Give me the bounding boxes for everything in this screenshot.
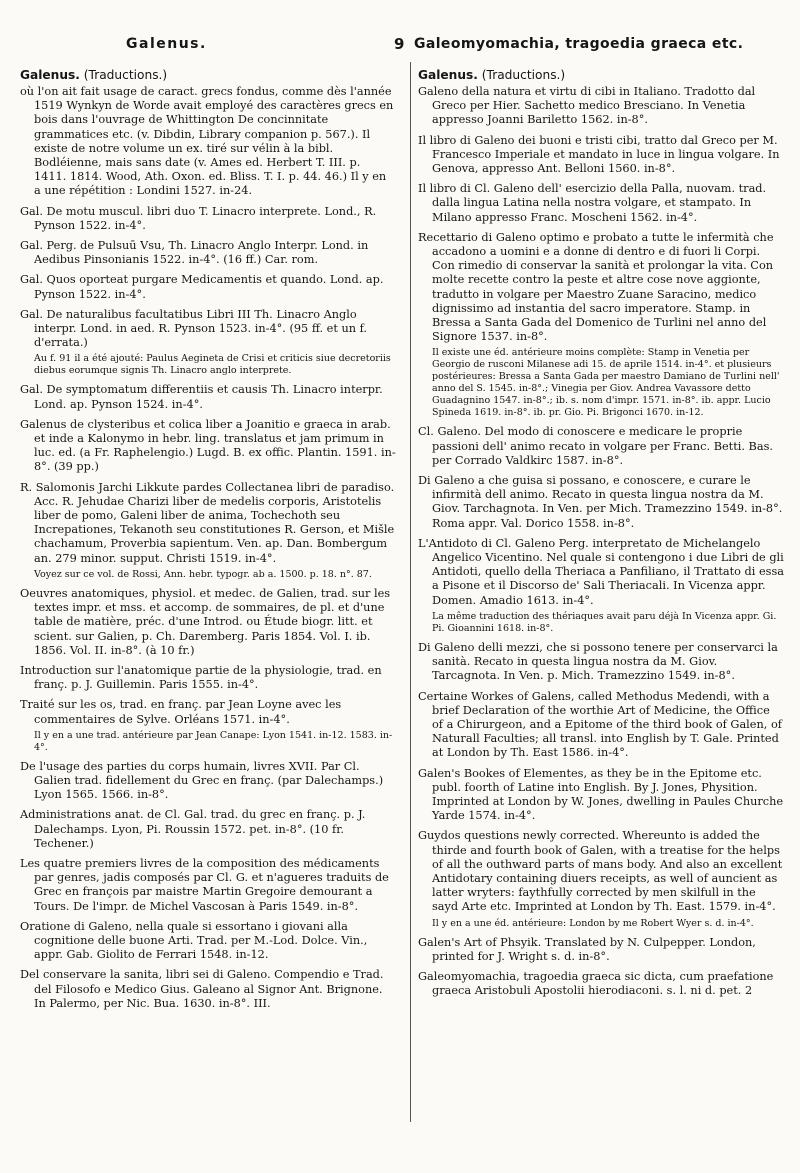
right-column-heading	[418, 68, 784, 83]
page-number: 9	[394, 35, 405, 53]
bibliography-entry: Del conservare la sanita, libri sei di Galeno. Compendio e Trad. del Filosofo e Medico Gius. Galeano al Signor Ant. Brignone. In Palermo, per Nic. Bua. 1630. in-8°. III.	[20, 968, 384, 1010]
note-paragraph: Voyez sur ce vol. de Rossi, Ann. hebr. typogr. ab a. 1500. p. 18. n°. 87.	[34, 568, 372, 580]
bibliography-entry: Di Galeno delli mezzi, che si possono tenere per conservarci la sanità. Recato in questa lingua nostra da M. Giov. Tarcagnota. In Ven. p. Mich. Tramezzino 1549. in-8°.	[418, 640, 778, 683]
bibliography-entry: R. Salomonis Jarchi Likkute pardes Collectanea libri de paradiso. Acc. R. Jehudae Charizi liber de medelis corporis, Aristotelis liber de pomo, Galeni liber de anima, Tochechoth seu Increpationes, Tekanoth seu constitutiones R. Gerson, et Mišle chachamum, Proverbia sapientum. Ven. ap. Dan. Bombergum an. 279 minor. supput. Christi 1519. in-4°.	[20, 480, 395, 565]
bibliography-entry: Galeomyomachia, tragoedia graeca sic dicta, cum praefatione graeca Aristobuli Apostolii hierodiaconi. s. l. ni d. pet. 2	[418, 969, 774, 998]
running-head-left: Galenus.	[126, 36, 207, 52]
bibliography-entry: Gal. De naturalibus facultatibus Libri III Th. Linacro Anglo interpr. Lond. in aed. R. Pynson 1523. in-4°. (95 ff. et un f. d'errata.)	[20, 307, 367, 350]
right-heading-rest: (Traductions.)	[477, 68, 566, 82]
bibliography-entry: Gal. Perg. de Pulsuū Vsu, Th. Linacro Anglo Interpr. Lond. in Aedibus Pinsonianis 1522. in-4°. (16 ff.) Car. rom.	[20, 239, 369, 267]
bibliography-entry: L'Antidoto di Cl. Galeno Perg. interpretato de Michelangelo Angelico Vicentino. Nel quale si contengono i due Libri de gli Antidoti, quello della Theriaca a Panfiliano, il Trattato di essa a Pisone et il Discorso de' Sali Theriacali. In Vicenza appr. Domen. Amadio 1613. in-4°.	[418, 536, 785, 607]
bibliography-entry: De l'usage des parties du corps humain, livres XVII. Par Cl. Galien trad. fidellement du Grec en franç. (par Dalechamps.) Lyon 1565. 1566. in-8°.	[20, 759, 384, 802]
bibliography-entry: Les quatre premiers livres de la composition des médicaments par genres, jadis composés par Cl. G. et n'agueres traduits de Grec en françois par maistre Martin Gregoire demourant a Tours. De l'impr. de Michel Vascosan à Paris 1549. in-8°.	[20, 856, 389, 913]
bibliography-entry: Il libro di Galeno dei buoni e tristi cibi, tratto dal Greco per M. Francesco Imperiale et mandato in luce in lingua volgare. In Genova, appresso Ant. Belloni 1560. in-8°.	[418, 133, 780, 176]
bibliography-entry: Di Galeno a che guisa si possano, e conoscere, e curare le infirmità dell animo. Recato in questa lingua nostra da M. Giov. Tarchagnota. In Ven. per Mich. Tramezzino 1549. in-8°. Roma appr. Val. Dorico 1558. in-8°.	[418, 474, 783, 530]
column-divider	[410, 62, 411, 1122]
bibliography-entry: Galen's Art of Phsyik. Translated by N. Culpepper. London, printed for J. Wright s. d. in-8°.	[418, 935, 756, 963]
note-paragraph: Il existe une éd. antérieure moins complète: Stamp in Venetia per Georgio de rusconi Milanese adi 15. de aprile 1514. in-4°. et plusieurs postérieures: Bressa a Santa Gada per maestro Damiano de Turlini nell' anno del S. 1545. in-8°.; Vinegia per Giov. Andrea Vavassore detto Guadagnino 1547. in-8°.; ib. s. nom d'impr. 1571. in-8°. ib. appr. Lucio Spineda 1619. in-8°. ib. pr. Gio. Pi. Brigonci 1670. in-12.	[432, 347, 780, 419]
bibliography-entry: Oeuvres anatomiques, physiol. et medec. de Galien, trad. sur les textes impr. et mss. et accomp. de sommaires, de pl. et d'une table de matière, préc. d'une Introd. ou Étude biogr. litt. et scient. sur Galien, p. Ch. Daremberg. Paris 1854. Vol. I. ib. 1856. Vol. II. in-8°. (à 10 fr.)	[20, 586, 391, 657]
bibliography-entry: Guydos questions newly corrected. Whereunto is added the thirde and fourth book of Galen, with a treatise for the helps of all the outhward parts of mans body. And also an excellent Antidotary containing diuers receipts, as well of auncient as latter wryters: faythfully corrected by men skilfull in the sayd Arte etc. Imprinted at London by Th. East. 1579. in-4°.	[418, 829, 783, 914]
bibliography-entry: Recettario di Galeno optimo e probato a tutte le infermità che accadono a uomini e a donne di dentro e di fuori li Corpi. Con rimedio di conservar la sanità et prolongar la vita. Con molte recette contro la peste et altre cose nove aggionte, tradutto in volgare per Maestro Zuane Saracino, medico dignissimo ad instantia del sacro imperatore. Stamp. in Bressa a Santa Gada del Domenico de Turlini nel anno del Signore 1537. in-8°.	[418, 230, 774, 344]
note-paragraph: La même traduction des thériaques avait paru déjà In Vicenza appr. Gi. Pi. Gioannini 1618. in-8°.	[432, 610, 777, 634]
bibliography-entry: Traité sur les os, trad. en franç. par Jean Loyne avec les commentaires de Sylve. Orléans 1571. in-4°.	[20, 698, 342, 726]
right-column	[418, 68, 784, 1004]
left-heading-rest: (Traductions.)	[79, 68, 168, 82]
bibliography-entry: Galen's Bookes of Elementes, as they be in the Epitome etc. publ. foorth of Latine into English. By J. Jones, Physition. Imprinted at London by W. Jones, dwelling in Paules Churche Yarde 1574. in-4°.	[418, 766, 784, 823]
left-column	[20, 68, 396, 1017]
note-paragraph: Il y en a une trad. antérieure par Jean Canape: Lyon 1541. in-12. 1583. in-4°.	[34, 729, 393, 753]
bibliography-entry: Galeno della natura et virtu di cibi in Italiano. Tradotto dal Greco per Hier. Sachetto medico Bresciano. In Venetia appresso Joanni Bariletto 1562. in-8°.	[418, 85, 756, 127]
bibliography-entry: Cl. Galeno. Del modo di conoscere e medicare le proprie passioni dell' animo recato in volgare per Franc. Betti. Bas. per Corrado Valdkirc 1587. in-8°.	[418, 425, 773, 467]
left-column-heading	[20, 68, 396, 83]
bibliography-entry: Gal. Quos oporteat purgare Medicamentis et quando. Lond. ap. Pynson 1522. in-4°.	[20, 273, 384, 301]
bibliography-entry: Galenus de clysteribus et colica liber a Joanitio e graeca in arab. et inde a Kalonymo in hebr. ling. translatus et jam primum in luc. ed. (a Fr. Raphelengio.) Lugd. B. ex offic. Plantin. 1591. in-8°. (39 pp.)	[20, 417, 396, 474]
bibliography-entry: où l'on ait fait usage de caract. grecs fondus, comme dès l'année 1519 Wynkyn de Worde avait employé des caractères grecs en bois dans l'ouvrage de Whittington De concinnitate grammatices etc. (v. Dibdin, Library companion p. 567.). Il existe de notre volume un ex. tiré sur vélin à la bibl. Bodléienne, mais sans date (v. Ames ed. Herbert T. III. p. 1411. 1814. Wood, Ath. Oxon. ed. Bliss. T. I. p. 44. 46.) Il y en a une répétition : Londini 1527. in-24.	[20, 85, 394, 198]
bibliography-entry: Gal. De symptomatum differentiis et causis Th. Linacro interpr. Lond. ap. Pynson 1524. in-4°.	[20, 383, 383, 411]
bibliography-entry: Il libro di Cl. Galeno dell' esercizio della Palla, nuovam. trad. dalla lingua Latina nella nostra volgare, et stampato. In Milano appresso Franc. Moscheni 1562. in-4°.	[418, 182, 767, 224]
left-heading-bold: Galenus.	[20, 68, 80, 82]
running-head-right: Galeomyomachia, tragoedia graeca etc.	[414, 36, 744, 52]
right-heading-bold: Galenus.	[418, 68, 478, 82]
note-paragraph: Il y en a une éd. antérieure: London by me Robert Wyer s. d. in-4°.	[432, 917, 754, 929]
bibliography-entry: Oratione di Galeno, nella quale si essortano i giovani alla cognitione delle buone Arti. Trad. per M.-Lod. Dolce. Vin., appr. Gab. Giolito de Ferrari 1548. in-12.	[20, 919, 368, 962]
bibliography-entry: Gal. De motu muscul. libri duo T. Linacro interprete. Lond., R. Pynson 1522. in-4°.	[20, 204, 377, 232]
bibliography-entry: Administrations anat. de Cl. Gal. trad. du grec en franç. p. J. Dalechamps. Lyon, Pi. Roussin 1572. pet. in-8°. (10 fr. Techener.)	[20, 808, 366, 850]
page-header	[0, 0, 800, 62]
bibliography-entry: Certaine Workes of Galens, called Methodus Medendi, with a brief Declaration of the worthie Art of Medicine, the Office of a Chirurgeon, and a Epitome of the third book of Galen, of Naturall Faculties; all transl. into English by T. Gale. Printed at London by Th. East 1586. in-4°.	[418, 689, 782, 760]
note-paragraph: Au f. 91 il a été ajouté: Paulus Aegineta de Crisi et criticis siue decretoriis diebus eorumque signis Th. Linacro anglo interprete.	[34, 353, 391, 377]
bibliography-entry: Introduction sur l'anatomique partie de la physiologie, trad. en franç. p. J. Guillemin. Paris 1555. in-4°.	[20, 663, 382, 692]
